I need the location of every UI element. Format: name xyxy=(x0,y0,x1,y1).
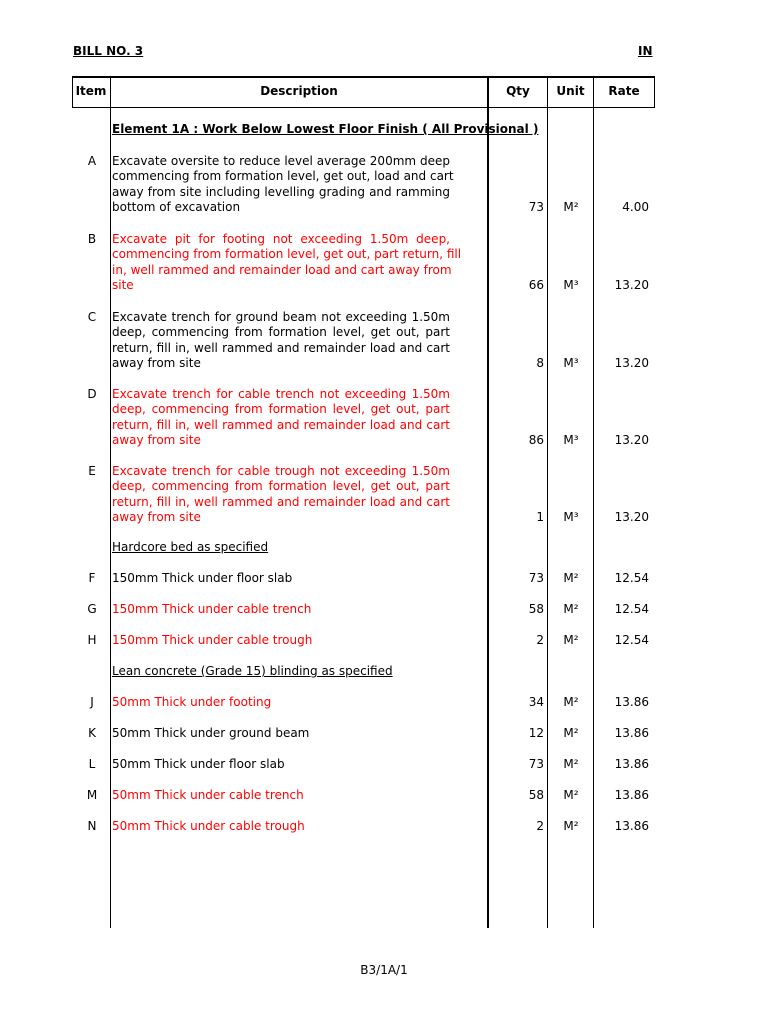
row-item-letter: K xyxy=(88,726,96,740)
row-rate: 13.20 xyxy=(614,277,649,292)
bill-number: BILL NO. 3 xyxy=(73,44,144,58)
row-unit: M² xyxy=(563,571,579,585)
row-rate: 13.20 xyxy=(614,509,649,524)
row-description xyxy=(112,154,454,215)
description-line: Excavate trench for cable trough not exceeding 1.50m xyxy=(112,464,450,478)
row-description: 150mm Thick under floor slab xyxy=(112,571,293,585)
row-qty: 73 xyxy=(528,199,544,214)
page-footer: B3/1A/1 xyxy=(360,963,408,977)
table-header-bottom-border xyxy=(72,107,655,108)
row-qty: 86 xyxy=(528,432,544,447)
row-qty: 8 xyxy=(536,355,544,370)
description-line: deep, commencing from formation level, get out, part xyxy=(112,402,450,417)
row-description xyxy=(112,232,462,293)
row-rate: 13.86 xyxy=(614,726,649,740)
column-header-item: Item xyxy=(75,84,107,98)
row-item-letter: J xyxy=(90,695,94,709)
row-item-letter: G xyxy=(87,602,97,616)
row-item-letter: E xyxy=(88,464,96,478)
row-item-letter: A xyxy=(87,154,97,168)
description-line: return, fill in, well rammed and remainder load and cart xyxy=(112,417,450,432)
description-line: commencing from formation level, get out, part return, fill xyxy=(112,247,462,262)
row-item-letter: D xyxy=(87,387,97,401)
description-line: return, fill in, well rammed and remainder load and cart xyxy=(112,494,450,509)
row-rate: 13.86 xyxy=(614,695,649,709)
description-line: commencing from formation level, get out, load and cart xyxy=(112,169,454,184)
description-line: deep, commencing from formation level, get out, part xyxy=(112,479,450,494)
row-qty: 34 xyxy=(528,695,544,709)
description-line: Excavate pit for footing not exceeding 1.50m deep, xyxy=(112,232,450,246)
row-item-letter: L xyxy=(88,757,96,771)
column-header-unit: Unit xyxy=(556,84,585,98)
row-item-letter: M xyxy=(86,788,98,802)
row-description: 50mm Thick under footing xyxy=(112,695,272,709)
description-line: bottom of excavation xyxy=(112,199,241,214)
row-description: 50mm Thick under floor slab xyxy=(112,757,285,771)
row-qty: 2 xyxy=(536,633,544,647)
lean-concrete-heading: Lean concrete (Grade 15) blinding as specified xyxy=(112,664,393,678)
row-qty: 73 xyxy=(528,571,544,585)
row-unit: M³ xyxy=(563,277,579,292)
row-qty: 73 xyxy=(528,757,544,771)
row-rate: 13.86 xyxy=(614,757,649,771)
row-qty: 58 xyxy=(528,602,544,616)
row-qty: 1 xyxy=(536,509,544,524)
row-qty: 66 xyxy=(528,277,544,292)
row-description: 50mm Thick under ground beam xyxy=(112,726,310,740)
description-line: away from site including levelling grading and ramming xyxy=(112,184,450,199)
table-right-border xyxy=(654,76,655,108)
row-rate: 13.86 xyxy=(614,819,649,833)
row-qty: 12 xyxy=(528,726,544,740)
column-header-description: Description xyxy=(260,84,338,98)
item-column-divider xyxy=(110,76,111,928)
row-item-letter: H xyxy=(87,633,97,647)
description-line: Excavate trench for ground beam not exceeding 1.50m xyxy=(112,310,450,324)
row-unit: M² xyxy=(563,602,579,616)
row-unit: M³ xyxy=(563,509,579,524)
row-description: 50mm Thick under cable trench xyxy=(112,788,304,802)
row-unit: M² xyxy=(563,757,579,771)
description-line: Excavate oversite to reduce level average 200mm deep xyxy=(112,154,450,168)
unit-column-divider xyxy=(593,76,594,928)
description-line: away from site xyxy=(112,355,201,370)
table-top-border xyxy=(72,76,655,78)
description-line: Excavate trench for cable trench not exceeding 1.50m xyxy=(112,387,450,401)
row-rate: 12.54 xyxy=(614,602,649,616)
row-qty: 2 xyxy=(536,819,544,833)
row-item-letter: C xyxy=(87,310,97,324)
description-line: return, fill in, well rammed and remainder load and cart xyxy=(112,340,450,355)
row-rate: 12.54 xyxy=(614,633,649,647)
row-unit: M² xyxy=(563,819,579,833)
row-unit: M³ xyxy=(563,432,579,447)
description-column-divider xyxy=(487,76,489,928)
row-item-letter: F xyxy=(88,571,96,585)
row-rate: 13.20 xyxy=(614,432,649,447)
row-description: 50mm Thick under cable trough xyxy=(112,819,305,833)
column-header-rate: Rate xyxy=(608,84,640,98)
row-description xyxy=(112,387,450,448)
row-item-letter: N xyxy=(87,819,97,833)
row-description xyxy=(112,310,450,371)
description-line: in, well rammed and remainder load and cart away from xyxy=(112,262,452,277)
row-description: 150mm Thick under cable trough xyxy=(112,633,313,647)
row-rate: 12.54 xyxy=(614,571,649,585)
hardcore-heading: Hardcore bed as specified xyxy=(112,540,269,554)
description-line: away from site xyxy=(112,509,201,524)
description-line: deep, commencing from formation level, get out, part xyxy=(112,325,450,340)
row-rate: 13.86 xyxy=(614,788,649,802)
description-line: away from site xyxy=(112,432,201,447)
row-item-letter: B xyxy=(87,232,97,246)
row-rate: 13.20 xyxy=(614,355,649,370)
row-unit: M² xyxy=(563,726,579,740)
row-unit: M² xyxy=(563,695,579,709)
element-heading: Element 1A : Work Below Lowest Floor Finish ( All Provisional ) xyxy=(112,122,539,136)
header-right-mark: IN xyxy=(638,44,653,58)
row-description: 150mm Thick under cable trench xyxy=(112,602,312,616)
column-header-qty: Qty xyxy=(506,84,530,98)
row-unit: M³ xyxy=(563,355,579,370)
qty-column-divider xyxy=(547,76,548,928)
row-unit: M² xyxy=(563,199,579,214)
row-qty: 58 xyxy=(528,788,544,802)
row-rate: 4.00 xyxy=(622,199,649,214)
row-unit: M² xyxy=(563,633,579,647)
description-line: site xyxy=(112,277,134,292)
row-description xyxy=(112,464,450,525)
row-unit: M² xyxy=(563,788,579,802)
